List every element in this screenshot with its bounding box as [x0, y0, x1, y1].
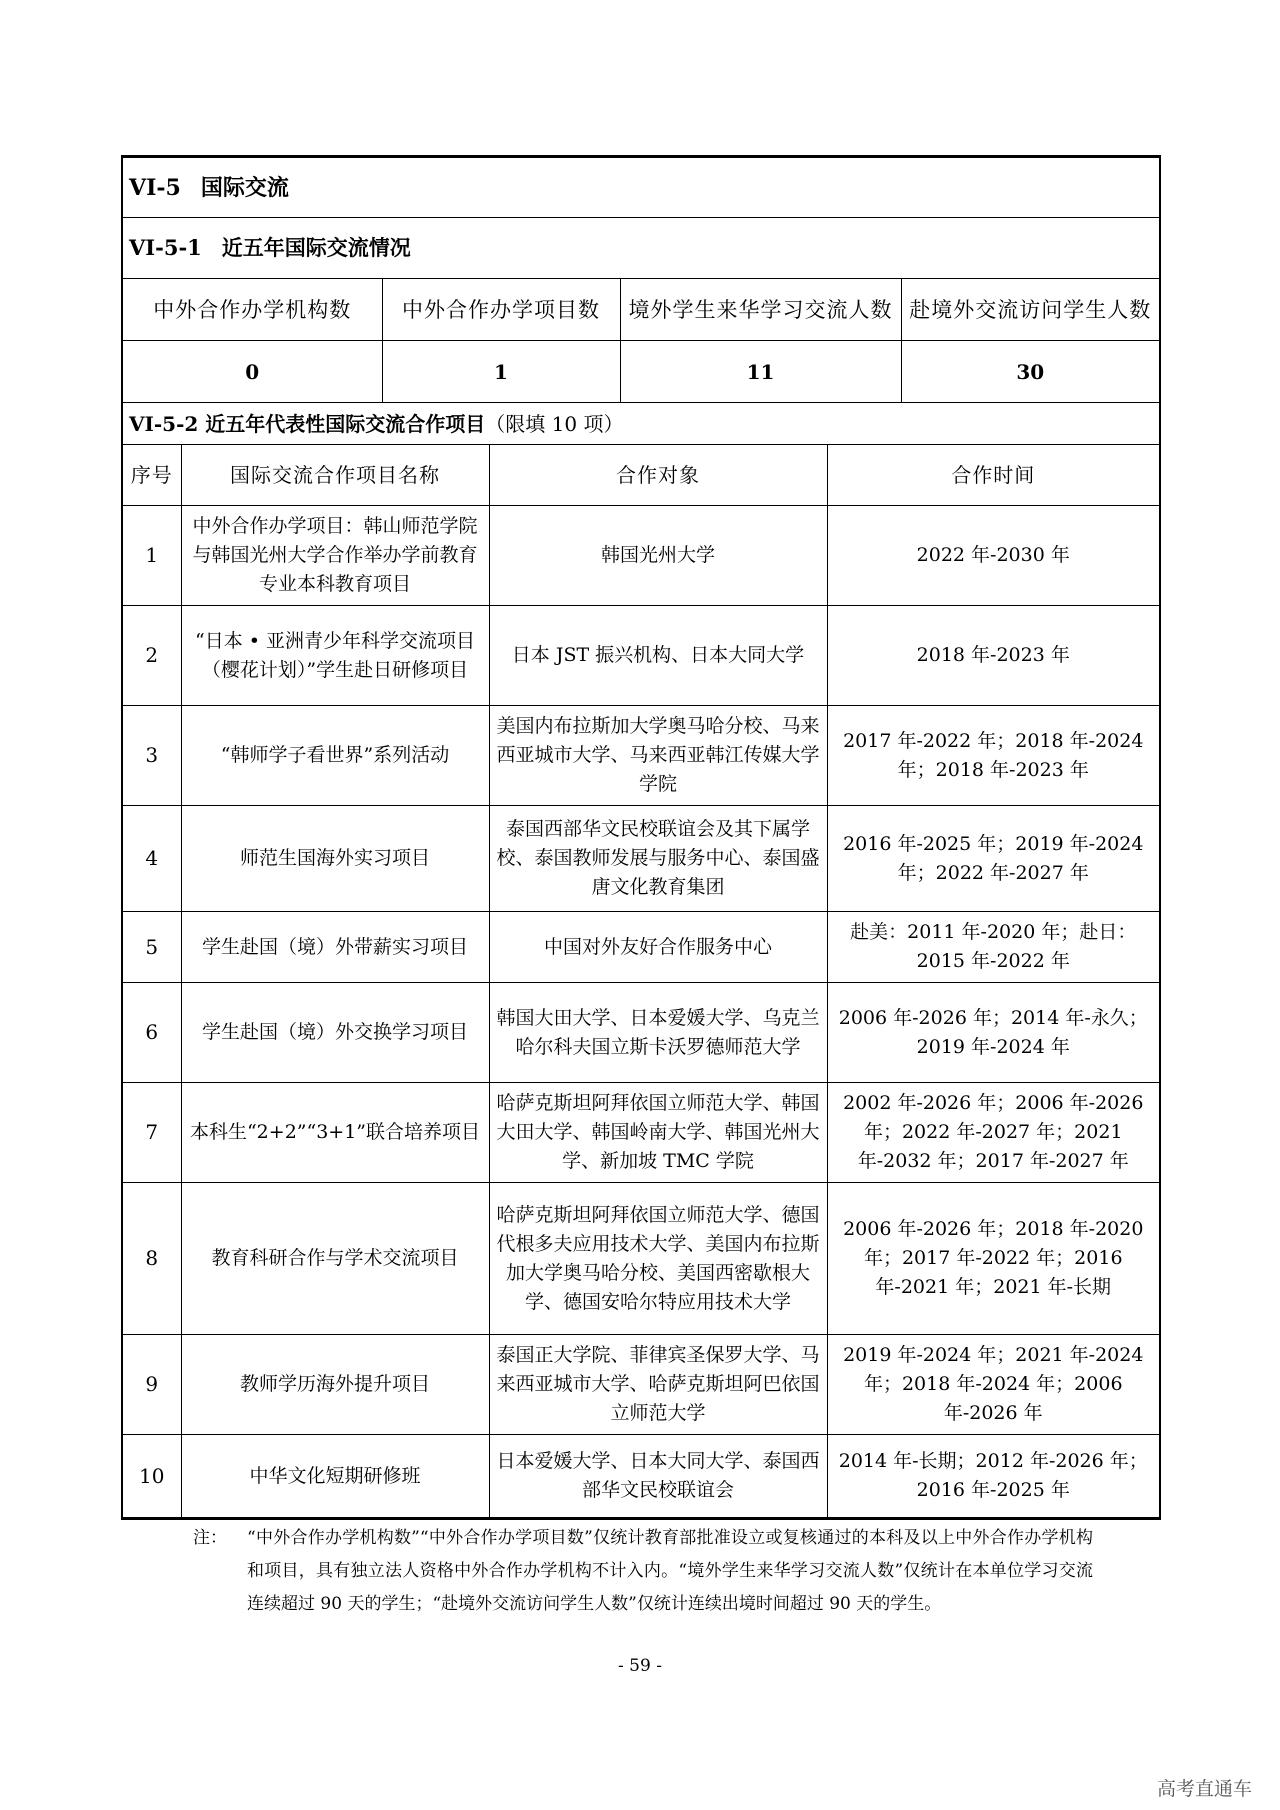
row-no: 9 — [123, 1335, 181, 1435]
row-name: 中外合作办学项目：韩山师范学院与韩国光州大学合作举办学前教育专业本科教育项目 — [181, 506, 489, 606]
row-name: 学生赴国（境）外交换学习项目 — [181, 983, 489, 1083]
stat-header: 境外学生来华学习交流人数 — [620, 279, 901, 341]
row-no: 2 — [123, 606, 181, 706]
row-name: 学生赴国（境）外带薪实习项目 — [181, 912, 489, 983]
row-time: 2017 年-2022 年；2018 年-2024 年；2018 年-2023 年 — [827, 706, 1159, 806]
page-number: - 59 - — [618, 1656, 662, 1676]
watermark: 高考直通车 — [1156, 1778, 1252, 1800]
subsection1-title: 近五年国际交流情况 — [221, 235, 411, 260]
row-name: 本科生“2+2”“3+1”联合培养项目 — [181, 1083, 489, 1183]
stat-value: 30 — [901, 341, 1159, 403]
table-row — [123, 606, 1159, 706]
row-partner: 泰国正大学院、菲律宾圣保罗大学、马来西亚城市大学、哈萨克斯坦阿巴依国立师范大学 — [489, 1335, 827, 1435]
row-name: 教育科研合作与学术交流项目 — [181, 1183, 489, 1335]
row-name: “韩师学子看世界”系列活动 — [181, 706, 489, 806]
row-time: 2006 年-2026 年；2018 年-2020 年；2017 年-2022 年；2016 年-2021 年；2021 年-长期 — [827, 1183, 1159, 1335]
table-row — [123, 1435, 1159, 1518]
row-time: 2014 年-长期；2012 年-2026 年；2016 年-2025 年 — [827, 1435, 1159, 1518]
stat-header: 中外合作办学项目数 — [382, 279, 620, 341]
row-no: 3 — [123, 706, 181, 806]
stat-header: 中外合作办学机构数 — [123, 279, 382, 341]
col-header-time: 合作时间 — [827, 445, 1159, 506]
table-row — [123, 1183, 1159, 1335]
row-partner: 美国内布拉斯加大学奥马哈分校、马来西亚城市大学、马来西亚韩江传媒大学学院 — [489, 706, 827, 806]
col-header-partner: 合作对象 — [489, 445, 827, 506]
stats-table — [123, 278, 1159, 403]
col-header-no: 序号 — [123, 445, 181, 506]
section-header-table — [123, 157, 1159, 279]
row-name: 教师学历海外提升项目 — [181, 1335, 489, 1435]
table-row — [123, 983, 1159, 1083]
table-row — [123, 1083, 1159, 1183]
row-partner: 中国对外友好合作服务中心 — [489, 912, 827, 983]
section-title: 国际交流 — [200, 174, 289, 201]
row-no: 7 — [123, 1083, 181, 1183]
row-time: 赴美：2011 年-2020 年；赴日：2015 年-2022 年 — [827, 912, 1159, 983]
footnote-text: “中外合作办学机构数”“中外合作办学项目数”仅统计教育部批准设立或复核通过的本科及以上中外合作办学机构和项目，具有独立法人资格中外合作办学机构不计入内。“境外学生来华学习交流人数”仅统计在本单位学习交流连续超过 90 天的学生；“赴境外交流访问学生人数”仅统计连续出境时间超过 90 天的学生。 — [247, 1528, 1093, 1614]
subsection2-title: 近五年代表性国际交流合作项目 — [205, 411, 486, 436]
subsection2-heading — [123, 403, 1159, 445]
section-code: VI-5 — [129, 174, 181, 201]
stat-header: 赴境外交流访问学生人数 — [901, 279, 1159, 341]
col-header-name: 国际交流合作项目名称 — [181, 445, 489, 506]
row-name: 中华文化短期研修班 — [181, 1435, 489, 1518]
row-partner: 哈萨克斯坦阿拜依国立师范大学、韩国大田大学、韩国岭南大学、韩国光州大学、新加坡 TMC 学院 — [489, 1083, 827, 1183]
subsection2-code: VI-5-2 — [129, 411, 199, 436]
row-partner: 日本爱媛大学、日本大同大学、泰国西部华文民校联谊会 — [489, 1435, 827, 1518]
row-no: 6 — [123, 983, 181, 1083]
row-name: “日本 • 亚洲青少年科学交流项目（樱花计划）”学生赴日研修项目 — [181, 606, 489, 706]
row-time: 2018 年-2023 年 — [827, 606, 1159, 706]
row-partner: 哈萨克斯坦阿拜依国立师范大学、德国代根多夫应用技术大学、美国内布拉斯加大学奥马哈分校、美国西密歇根大学、德国安哈尔特应用技术大学 — [489, 1183, 827, 1335]
subsection1-heading — [123, 218, 1159, 279]
table-row — [123, 506, 1159, 606]
row-time: 2002 年-2026 年；2006 年-2026 年；2022 年-2027 年；2021 年-2032 年；2017 年-2027 年 — [827, 1083, 1159, 1183]
stat-value: 11 — [620, 341, 901, 403]
projects-table — [123, 444, 1159, 1518]
footnote — [193, 1522, 1093, 1621]
table-row — [123, 806, 1159, 912]
row-no: 5 — [123, 912, 181, 983]
international-exchange-table — [121, 155, 1161, 1520]
row-no: 10 — [123, 1435, 181, 1518]
row-time: 2006 年-2026 年；2014 年-永久；2019 年-2024 年 — [827, 983, 1159, 1083]
subsection2-note: （限填 10 项） — [485, 411, 624, 436]
subsection1-code: VI-5-1 — [129, 235, 202, 260]
row-name: 师范生国海外实习项目 — [181, 806, 489, 912]
stat-value: 1 — [382, 341, 620, 403]
row-partner: 日本 JST 振兴机构、日本大同大学 — [489, 606, 827, 706]
table-row — [123, 912, 1159, 983]
footnote-label: 注： — [193, 1528, 227, 1548]
row-time: 2022 年-2030 年 — [827, 506, 1159, 606]
subsection2-header-table — [123, 402, 1159, 445]
stat-value: 0 — [123, 341, 382, 403]
row-no: 4 — [123, 806, 181, 912]
row-partner: 泰国西部华文民校联谊会及其下属学校、泰国教师发展与服务中心、泰国盛唐文化教育集团 — [489, 806, 827, 912]
table-row — [123, 1335, 1159, 1435]
row-partner: 韩国大田大学、日本爱媛大学、乌克兰哈尔科夫国立斯卡沃罗德师范大学 — [489, 983, 827, 1083]
row-partner: 韩国光州大学 — [489, 506, 827, 606]
table-row — [123, 706, 1159, 806]
row-time: 2016 年-2025 年；2019 年-2024 年；2022 年-2027 年 — [827, 806, 1159, 912]
section-heading — [123, 158, 1159, 218]
row-no: 1 — [123, 506, 181, 606]
row-no: 8 — [123, 1183, 181, 1335]
row-time: 2019 年-2024 年；2021 年-2024 年；2018 年-2024 年；2006 年-2026 年 — [827, 1335, 1159, 1435]
